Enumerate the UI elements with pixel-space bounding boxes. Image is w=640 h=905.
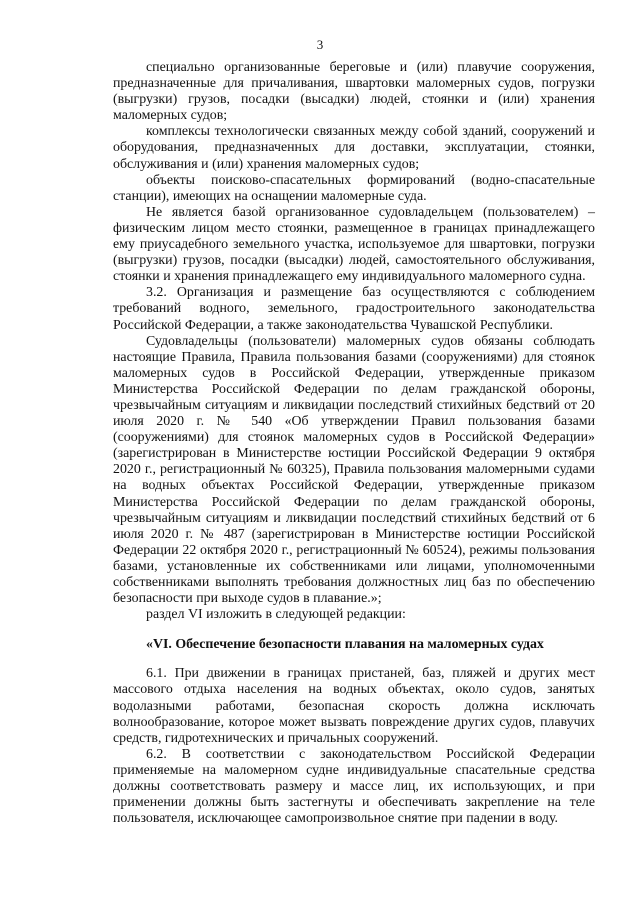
paragraph: Судовладельцы (пользователи) маломерных судов обязаны соблюдать настоящие Правила, Правила пользования базами (сооружениями) для стоянок маломерных судов в Российской Федерации, утвержденные приказом Министерства Российской Федерации по делам гражданской обороны, чрезвычайным ситуациям и ликвидации последствий стихийных бедствий от 20 июля 2020 г. № 540 «Об утверждении Правил пользования базами (сооружениями) для стоянок маломерных судов в Российской Федерации» (зарегистрирован в Министерстве юстиции Российской Федерации 9 октября 2020 г., регистрационный № 60325), Правила пользования маломерными судами на водных объектах Российской Федерации, утвержденные приказом Министерства Российской Федерации по делам гражданской обороны, чрезвычайным ситуациям и ликвидации последствий стихийных бедствий от 6 июля 2020 г. № 487 (зарегистрирован в Министерстве юстиции Российской Федерации 22 октября 2020 г., регистрационный № 60524), режимы пользования базами, установленные их собственниками или лицами, уполномоченными собственниками выполнять требования должностных лиц баз по обеспечению безопасности при выходе судов в плавание.»;: [113, 333, 595, 607]
paragraph: раздел VI изложить в следующей редакции:: [146, 607, 406, 623]
paragraph: Не является базой организованное судовладельцем (пользователем) – физическим лицом место стоянки, размещенное в границах принадлежащего ему приусадебного земельного участка, используемое для швартовки, погрузки (выгрузки) грузов, посадки (высадки) людей, самостоятельного обслуживания, стоянки и хранения принадлежащего ему индивидуального маломерного судна.: [113, 204, 595, 285]
paragraph: объекты поисково-спасательных формирований (водно-спасательные станции), имеющих на оснащении маломерные суда.: [113, 172, 595, 204]
page-number: 3: [316, 37, 324, 52]
paragraph: 3.2. Организация и размещение баз осуществляются с соблюдением требований водного, земельного, градостроительного законодательства Российской Федерации, а также законодательства Чувашской Республики.: [113, 285, 595, 333]
paragraph: специально организованные береговые и (или) плавучие сооружения, предназначенные для причаливания, швартовки маломерных судов, погрузки (выгрузки) грузов, посадки (высадки) людей, стоянки и (или) хранения маломерных судов;: [113, 60, 595, 124]
paragraph: 6.2. В соответствии с законодательством Российской Федерации применяемые на маломерном судне индивидуальные спасательные средства должны соответствовать размеру и массе лиц, их использующих, и при применении должны быть застегнуты и обеспечивать закрепление на теле пользователя, исключающее самопроизвольное снятие при падении в воду.: [113, 746, 595, 827]
paragraph: 6.1. При движении в границах пристаней, баз, пляжей и других мест массового отдыха населения на водных объектах, около судов, занятых водолазными работами, безопасная скорость должна исключать волнообразование, которое может вызвать повреждение других судов, плавучих средств, гидротехнических и причальных сооружений.: [113, 666, 595, 746]
section-heading: «VI. Обеспечение безопасности плавания на маломерных судах: [146, 637, 544, 653]
body-text: [113, 60, 595, 827]
paragraph: комплексы технологически связанных между собой зданий, сооружений и оборудования, предназначенных для доставки, эксплуатации, стоянки, обслуживания и (или) хранения маломерных судов;: [113, 124, 595, 172]
